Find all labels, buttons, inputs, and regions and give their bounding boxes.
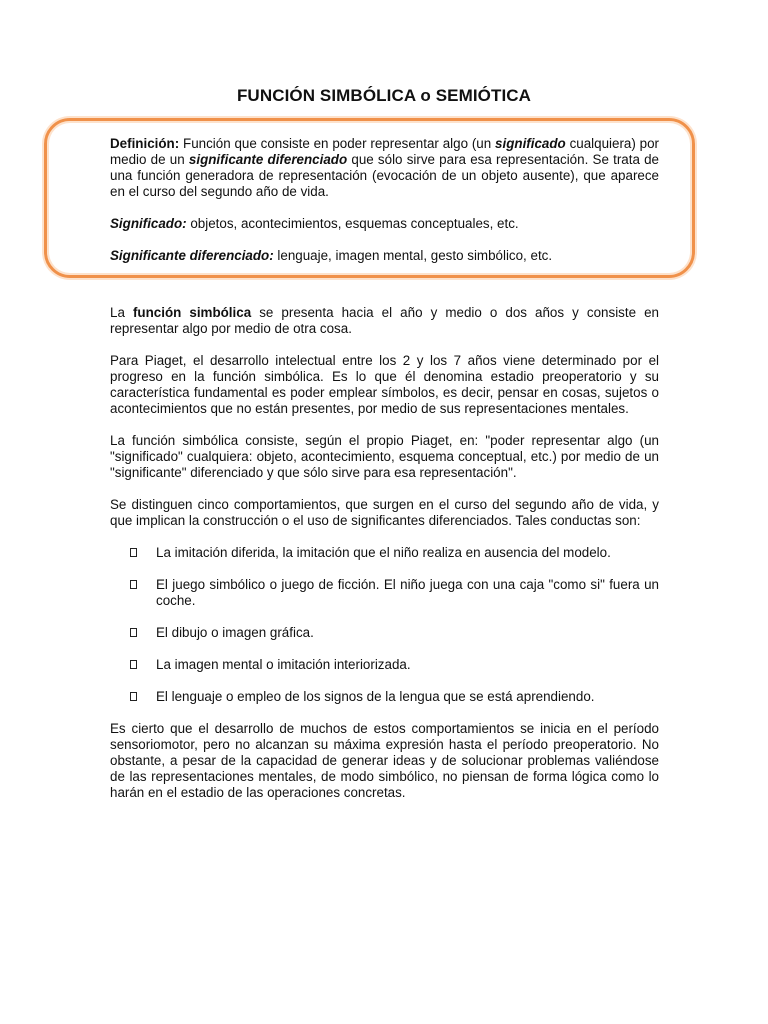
definition-paragraph bbox=[110, 136, 659, 200]
list-item-text: La imagen mental o imitación interiorizada. bbox=[156, 657, 411, 672]
list-item bbox=[110, 577, 659, 609]
definition-text-2: cualquiera) por medio de un bbox=[110, 136, 659, 167]
definition-text-1: Función que consiste en poder representar algo (un bbox=[179, 136, 496, 151]
list-item-text: La imitación diferida, la imitación que el niño realiza en ausencia del modelo. bbox=[156, 545, 611, 560]
bullet-box-icon bbox=[130, 692, 137, 701]
list-item bbox=[110, 625, 659, 641]
list-item bbox=[110, 657, 659, 673]
bullet-box-icon bbox=[130, 660, 137, 669]
paragraph-1 bbox=[110, 305, 659, 337]
bullet-box-icon bbox=[130, 548, 137, 557]
paragraph-4: Se distinguen cinco comportamientos, que surgen en el curso del segundo año de vida, y que implican la construcción o el uso de significantes diferenciados. Tales conductas son: bbox=[110, 497, 659, 528]
significado-text: objetos, acontecimientos, esquemas conceptuales, etc. bbox=[186, 216, 519, 231]
paragraph-2: Para Piaget, el desarrollo intelectual entre los 2 y los 7 años viene determinado por el progreso en la función simbólica. Es lo que él denomina estadio preoperatorio y su característica fundamental es poder emplear símbolos, es decir, pensar en cosas, sujetos o acontecimientos que no están presentes, por medio de sus representaciones mentales. bbox=[110, 353, 659, 416]
significante-paragraph bbox=[110, 248, 659, 264]
list-item bbox=[110, 545, 659, 561]
definition-text-3: que sólo sirve para esa representación. Se trata de una función generadora de representación (evocación de un objeto ausente), que aparece en el curso del segundo año de vida. bbox=[110, 152, 660, 199]
list-item bbox=[110, 689, 659, 705]
bullet-box-icon bbox=[130, 628, 137, 637]
paragraph-1-pre: La bbox=[110, 305, 133, 320]
definition-label: Definición: bbox=[110, 136, 180, 151]
significado-label: Significado: bbox=[110, 216, 187, 231]
definition-box bbox=[110, 136, 659, 264]
paragraph-5: Es cierto que el desarrollo de muchos de estos comportamientos se inicia en el período sensoriomotor, pero no alcanzan su máxima expresión hasta el período preoperatorio. No obstante, a pesar de la capacidad de generar ideas y de solucionar problemas valiéndose de las representaciones mentales, de modo simbólico, no piensan de forma lógica como lo harán en el estadio de las operaciones concretas. bbox=[110, 721, 659, 800]
bullet-box-icon bbox=[130, 580, 137, 589]
paragraph-1-bold: función simbólica bbox=[132, 305, 252, 320]
significado-emphasis: significado bbox=[495, 136, 566, 151]
behaviors-list bbox=[110, 545, 659, 705]
list-item-text: El lenguaje o empleo de los signos de la lengua que se está aprendiendo. bbox=[156, 689, 595, 704]
list-item-text: El dibujo o imagen gráfica. bbox=[156, 625, 314, 640]
significante-label: Significante diferenciado: bbox=[110, 248, 274, 263]
paragraph-3: La función simbólica consiste, según el propio Piaget, en: "poder representar algo (un "significado" cualquiera: objeto, acontecimiento, esquema conceptual, etc.) por medio de un "significante" diferenciado y que sólo sirve para esa representación". bbox=[110, 433, 659, 480]
page-title: FUNCIÓN SIMBÓLICA o SEMIÓTICA bbox=[236, 86, 532, 105]
list-item-text: El juego simbólico o juego de ficción. El niño juega con una caja "como si" fuera un coche. bbox=[156, 577, 659, 608]
paragraph-1-post: se presenta hacia el año y medio o dos años y consiste en representar algo por medio de otra cosa. bbox=[110, 305, 659, 336]
body-text bbox=[110, 305, 659, 801]
significante-text: lenguaje, imagen mental, gesto simbólico, etc. bbox=[273, 248, 553, 263]
significante-emphasis: significante diferenciado bbox=[188, 152, 348, 167]
significado-paragraph bbox=[110, 216, 659, 232]
